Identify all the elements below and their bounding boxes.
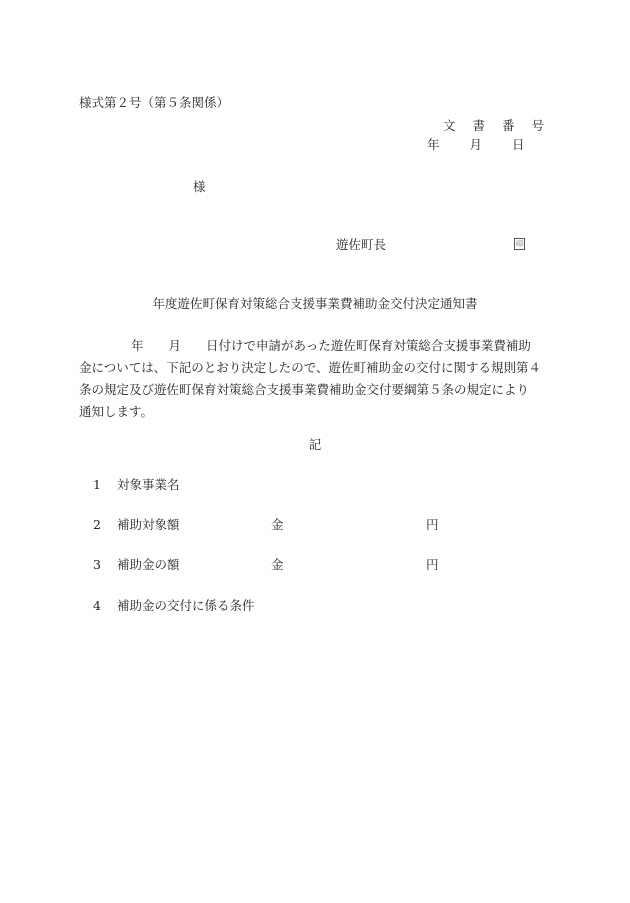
date-month: 月 — [469, 137, 483, 152]
item-label: 対象事業名 — [117, 477, 180, 492]
list-item — [93, 477, 180, 493]
body-line: 条の規定及び遊佐町保育対策総合支援事業費補助金交付要綱第５条の規定により — [79, 382, 530, 397]
date-year: 年 — [427, 137, 440, 152]
document-number — [443, 118, 544, 134]
list-item — [93, 557, 180, 573]
amount-kin-label: 金 — [271, 557, 284, 572]
ki-heading: 記 — [308, 437, 322, 452]
amount-yen-label: 円 — [426, 557, 439, 572]
document-number-char: 書 — [472, 118, 486, 133]
document-number-char: 文 — [443, 118, 456, 133]
item-label: 補助対象額 — [117, 517, 180, 532]
body-line: 金については、下記のとおり決定したので、遊佐町補助金の交付に関する規則第４ — [79, 360, 542, 375]
body-paragraph — [79, 335, 549, 423]
body-line: 通知します。 — [79, 404, 154, 419]
seal-icon: 印 — [516, 240, 523, 248]
item-number: 2 — [93, 517, 101, 532]
list-item — [93, 598, 255, 614]
item-number: 3 — [93, 557, 101, 572]
document-title: 年度遊佐町保育対策総合支援事業費補助金交付決定通知書 — [152, 296, 478, 311]
item-number: 4 — [93, 598, 101, 613]
item-number: 1 — [93, 477, 101, 492]
addressee-suffix: 様 — [193, 179, 206, 194]
list-item — [93, 517, 180, 533]
amount-yen-label: 円 — [426, 517, 439, 532]
form-number: 様式第２号（第５条関係） — [79, 95, 230, 110]
issuer-name: 遊佐町長 — [336, 237, 387, 252]
body-line: 年 月 日付けで申請があった遊佐町保育対策総合支援事業費補助 — [131, 338, 531, 353]
document-number-char: 番 — [502, 118, 515, 133]
date-line — [427, 137, 525, 153]
item-label: 補助金の交付に係る条件 — [117, 598, 255, 613]
date-day: 日 — [512, 137, 525, 152]
amount-kin-label: 金 — [271, 517, 284, 532]
item-label: 補助金の額 — [117, 557, 180, 572]
document-number-char: 号 — [531, 118, 545, 133]
